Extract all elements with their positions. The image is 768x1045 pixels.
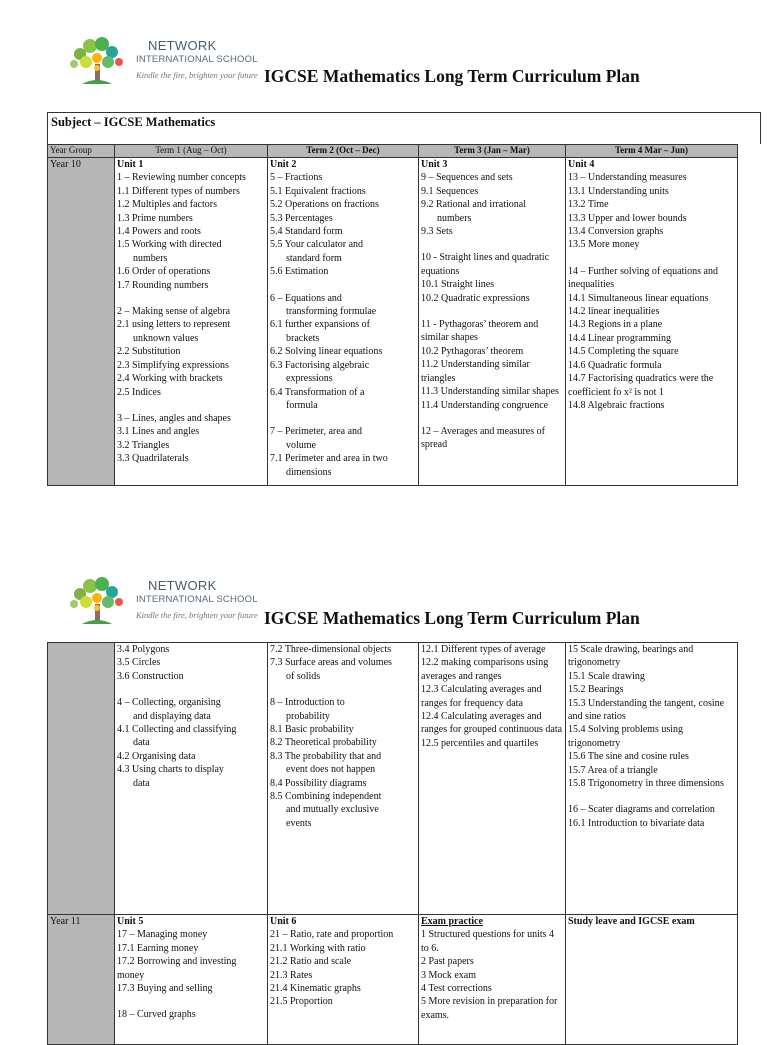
- topic-line: 5.4 Standard form: [270, 226, 343, 238]
- topic-line: 8.4 Possibility diagrams: [270, 777, 367, 789]
- topic-line: numbers: [133, 252, 168, 264]
- topic-line: 14.7 Factorising quadratics were the coefficient fo x² is not 1: [568, 373, 714, 398]
- topic-line: 13.3 Upper and lower bounds: [568, 212, 687, 224]
- topic-line: 3.3 Quadrilaterals: [117, 453, 189, 465]
- topic-line: 12 – Averages and measures of spread: [421, 425, 545, 451]
- topic-line: 3 – Lines, angles and shapes: [117, 412, 231, 424]
- topic-line: 1.6 Order of operations: [117, 266, 211, 278]
- topic-line: 13 – Understanding measures: [568, 172, 687, 184]
- school-logo: [66, 34, 266, 90]
- curriculum-table-year10: [47, 144, 738, 486]
- cell-y11-term2: [268, 915, 419, 1045]
- topic-line: 3.2 Triangles: [117, 439, 170, 451]
- topic-line: 9.2 Rational and irrational: [421, 199, 526, 211]
- topic-line: 4 Test corrections: [421, 983, 492, 995]
- school-tagline: Kindle the fire, brighten your future: [136, 610, 258, 620]
- cell-y10-term3: [419, 158, 566, 486]
- topic-line: 2.3 Simplifying expressions: [117, 359, 229, 371]
- topic-line: 10.1 Straight lines: [421, 279, 495, 291]
- topic-line: 9 – Sequences and sets: [421, 172, 513, 184]
- cell-p2-term3: [419, 643, 566, 915]
- topic-line: 11.4 Understanding congruence: [421, 399, 549, 411]
- topic-line: transforming formulae: [286, 306, 377, 318]
- topic-line: 13.5 More money: [568, 239, 640, 251]
- topic-line: 21.1 Working with ratio: [270, 942, 366, 954]
- topic-line: 8.5 Combining independent: [270, 791, 382, 803]
- topic-line: 5.3 Percentages: [270, 212, 333, 224]
- topic-line: 14.8 Algebraic fractions: [568, 399, 665, 411]
- topic-line: 21.3 Rates: [270, 969, 313, 981]
- year-group-cell-empty: [48, 643, 115, 915]
- topic-line: 8 – Introduction to: [270, 697, 345, 709]
- topic-line: 14.3 Regions in a plane: [568, 319, 663, 331]
- topic-line: 21.5 Proportion: [270, 996, 333, 1008]
- topic-line: 5 – Fractions: [270, 172, 323, 184]
- topic-line: 8.1 Basic probability: [270, 724, 354, 736]
- topic-line: 1.7 Rounding numbers: [117, 279, 209, 291]
- topic-line: 6.2 Solving linear equations: [270, 346, 383, 358]
- table-header-row: [48, 145, 738, 158]
- topic-line: 3.1 Lines and angles: [117, 426, 200, 438]
- topic-line: 15.2 Bearings: [568, 684, 624, 696]
- topic-line: 17.3 Buying and selling: [117, 983, 213, 995]
- topic-line: 9.3 Sets: [421, 226, 453, 238]
- topic-line: events: [286, 817, 312, 829]
- cell-p2-term1: [115, 643, 268, 915]
- topic-line: 2.1 using letters to represent: [117, 319, 231, 331]
- spacer: [117, 292, 265, 305]
- topic-line: 2.2 Substitution: [117, 346, 181, 358]
- topic-line: 17 – Managing money: [117, 929, 208, 941]
- topic-line: 8.3 The probability that and: [270, 750, 382, 762]
- spacer: [270, 412, 416, 425]
- topic-line: volume: [286, 439, 316, 451]
- unit-title: Unit 3: [421, 159, 448, 170]
- topic-line: 16 – Scater diagrams and correlation: [568, 804, 715, 816]
- topic-line: 11.2 Understanding similar triangles: [421, 359, 530, 384]
- topic-line: brackets: [286, 332, 320, 344]
- topic-line: 14.6 Quadratic formula: [568, 359, 662, 371]
- curriculum-table-continued: [47, 642, 738, 1045]
- topic-line: 6 – Equations and: [270, 292, 342, 304]
- topic-line: standard form: [286, 252, 342, 264]
- topic-line: 14.5 Completing the square: [568, 346, 679, 358]
- topic-line: 15.7 Area of a triangle: [568, 764, 658, 776]
- unit-title: Exam practice: [421, 916, 483, 927]
- topic-line: of solids: [286, 670, 321, 682]
- topic-line: 14.1 Simultaneous linear equations: [568, 292, 709, 304]
- topic-line: 2.4 Working with brackets: [117, 373, 223, 385]
- topic-line: 15 Scale drawing, bearings and trigonometry: [568, 644, 694, 669]
- header-term-1: Term 1 (Aug – Oct): [115, 145, 268, 158]
- topic-line: 5.2 Operations on fractions: [270, 199, 379, 211]
- topic-line: 15.4 Solving problems using trigonometry: [568, 724, 684, 749]
- topic-line: 4.2 Organising data: [117, 750, 196, 762]
- topic-line: 1 – Reviewing number concepts: [117, 172, 246, 184]
- topic-line: 15.8 Trigonometry in three dimensions: [568, 778, 724, 790]
- cell-p2-term4: [566, 643, 738, 915]
- spacer: [421, 412, 563, 425]
- year-11-label: Year 11: [48, 915, 115, 1045]
- topic-line: 3 Mock exam: [421, 969, 476, 981]
- school-name: NETWORK: [148, 38, 217, 53]
- topic-line: 7 – Perimeter, area and: [270, 426, 363, 438]
- topic-line: and displaying data: [133, 710, 211, 722]
- topic-line: 4.1 Collecting and classifying: [117, 724, 237, 736]
- topic-line: 21.4 Kinematic graphs: [270, 983, 361, 995]
- school-subtitle: INTERNATIONAL SCHOOL: [136, 54, 258, 65]
- spacer: [117, 399, 265, 412]
- cell-y10-term2: [268, 158, 419, 486]
- topic-line: 14 – Further solving of equations and inequalities: [568, 265, 718, 291]
- tree-logo-icon: [66, 574, 128, 630]
- topic-line: and mutually exclusive: [286, 804, 379, 816]
- topic-line: 12.1 Different types of average: [421, 644, 546, 655]
- topic-line: 7.3 Surface areas and volumes: [270, 657, 392, 669]
- topic-line: formula: [286, 399, 318, 411]
- topic-line: 3.5 Circles: [117, 657, 161, 669]
- school-name: NETWORK: [148, 578, 217, 593]
- topic-line: 21.2 Ratio and scale: [270, 956, 352, 968]
- school-logo: [66, 574, 266, 630]
- topic-line: 11.3 Understanding similar shapes: [421, 386, 559, 398]
- cell-y11-term4: [566, 915, 738, 1045]
- document-title: IGCSE Mathematics Long Term Curriculum Plan: [264, 608, 640, 628]
- tree-logo-icon: [66, 34, 128, 90]
- topic-line: 10.2 Quadratic expressions: [421, 292, 530, 304]
- topic-line: 1.5 Working with directed: [117, 239, 222, 251]
- topic-line: 13.4 Conversion graphs: [568, 226, 664, 238]
- header-term-3: Term 3 (Jan – Mar): [419, 145, 566, 158]
- topic-line: 12.5 percentiles and quartiles: [421, 737, 539, 749]
- topic-line: 16.1 Introduction to bivariate data: [568, 817, 705, 829]
- topic-line: 5.6 Estimation: [270, 266, 329, 278]
- subject-heading: Subject – IGCSE Mathematics: [47, 112, 761, 144]
- topic-line: 15.6 The sine and cosine rules: [568, 751, 689, 763]
- topic-line: 11 - Pythagoras’ theorem and similar shapes: [421, 319, 539, 344]
- year-10-label: Year 10: [48, 158, 115, 486]
- topic-line: 3.6 Construction: [117, 670, 184, 682]
- table-row-year11: [48, 915, 738, 1045]
- school-tagline: Kindle the fire, brighten your future: [136, 70, 258, 80]
- topic-line: 1.4 Powers and roots: [117, 226, 201, 238]
- cell-y11-term3: [419, 915, 566, 1045]
- unit-title: Unit 1: [117, 159, 144, 170]
- cell-y10-term4: [566, 158, 738, 486]
- cell-y11-term1: [115, 915, 268, 1045]
- spacer: [117, 683, 265, 696]
- topic-line: 1.2 Multiples and factors: [117, 199, 217, 211]
- spacer: [421, 238, 563, 251]
- topic-line: event does not happen: [286, 764, 376, 776]
- topic-line: 8.2 Theoretical probability: [270, 737, 377, 749]
- topic-line: 7.1 Perimeter and area in two: [270, 453, 388, 465]
- header-term-4: Term 4 Mar – Jun): [566, 145, 738, 158]
- topic-line: 1 Structured questions for units 4 to 6.: [421, 929, 555, 954]
- spacer: [568, 252, 735, 265]
- topic-line: 14.4 Linear programming: [568, 332, 672, 344]
- topic-line: 1.1 Different types of numbers: [117, 185, 240, 197]
- header-term-2: Term 2 (Oct – Dec): [268, 145, 419, 158]
- topic-line: 10.2 Pythagoras’ theorem: [421, 345, 524, 357]
- unit-title: Unit 2: [270, 159, 297, 170]
- topic-line: 17.2 Borrowing and investing money: [117, 956, 237, 981]
- topic-line: 15.3 Understanding the tangent, cosine and sine ratios: [568, 697, 725, 723]
- cell-p2-term2: [268, 643, 419, 915]
- topic-line: dimensions: [286, 466, 332, 478]
- topic-line: 12.3 Calculating averages and ranges for frequency data: [421, 684, 542, 709]
- table-row-year10-continued: [48, 643, 738, 915]
- topic-line: 13.1 Understanding units: [568, 185, 669, 197]
- topic-line: unknown values: [133, 332, 199, 344]
- topic-line: 3.4 Polygons: [117, 644, 170, 655]
- topic-line: 5.5 Your calculator and: [270, 239, 364, 251]
- unit-title: Study leave and IGCSE exam: [568, 916, 695, 927]
- topic-line: 2 Past papers: [421, 956, 474, 968]
- topic-line: probability: [286, 710, 330, 722]
- spacer: [421, 305, 563, 318]
- header-year-group: Year Group: [48, 145, 115, 158]
- unit-title: Unit 4: [568, 159, 595, 170]
- document-title: IGCSE Mathematics Long Term Curriculum Plan: [264, 66, 640, 86]
- table-row-year10: [48, 158, 738, 486]
- topic-line: 6.4 Transformation of a: [270, 386, 365, 398]
- topic-line: data: [133, 777, 150, 789]
- topic-line: 10 - Straight lines and quadratic equations: [421, 252, 550, 277]
- topic-line: 12.2 making comparisons using averages and ranges: [421, 657, 549, 682]
- spacer: [117, 995, 265, 1008]
- topic-line: 12.4 Calculating averages and ranges for grouped continuous data: [421, 711, 563, 736]
- topic-line: 6.3 Factorising algebraic: [270, 359, 370, 371]
- spacer: [568, 790, 735, 803]
- topic-line: 21 – Ratio, rate and proportion: [270, 929, 394, 941]
- unit-title: Unit 5: [117, 916, 144, 927]
- topic-line: 7.2 Three-dimensional objects: [270, 644, 392, 655]
- topic-line: 5 More revision in preparation for exams.: [421, 996, 558, 1021]
- topic-line: 6.1 further expansions of: [270, 319, 370, 331]
- topic-line: 14.2 linear inequalities: [568, 306, 660, 318]
- unit-title: Unit 6: [270, 916, 297, 927]
- topic-line: 18 – Curved graphs: [117, 1009, 196, 1021]
- topic-line: 15.1 Scale drawing: [568, 670, 645, 682]
- topic-line: 1.3 Prime numbers: [117, 212, 193, 224]
- spacer: [270, 279, 416, 292]
- spacer: [270, 683, 416, 696]
- topic-line: 4.3 Using charts to display: [117, 764, 224, 776]
- school-subtitle: INTERNATIONAL SCHOOL: [136, 594, 258, 605]
- topic-line: 2.5 Indices: [117, 386, 161, 398]
- topic-line: 4 – Collecting, organising: [117, 697, 221, 709]
- topic-line: 5.1 Equivalent fractions: [270, 185, 366, 197]
- topic-line: expressions: [286, 373, 333, 385]
- topic-line: 13.2 Time: [568, 199, 609, 211]
- topic-line: 9.1 Sequences: [421, 185, 479, 197]
- topic-line: numbers: [437, 212, 472, 224]
- topic-line: data: [133, 737, 150, 749]
- cell-y10-term1: [115, 158, 268, 486]
- topic-line: 2 – Making sense of algebra: [117, 306, 231, 318]
- topic-line: 17.1 Earning money: [117, 942, 199, 954]
